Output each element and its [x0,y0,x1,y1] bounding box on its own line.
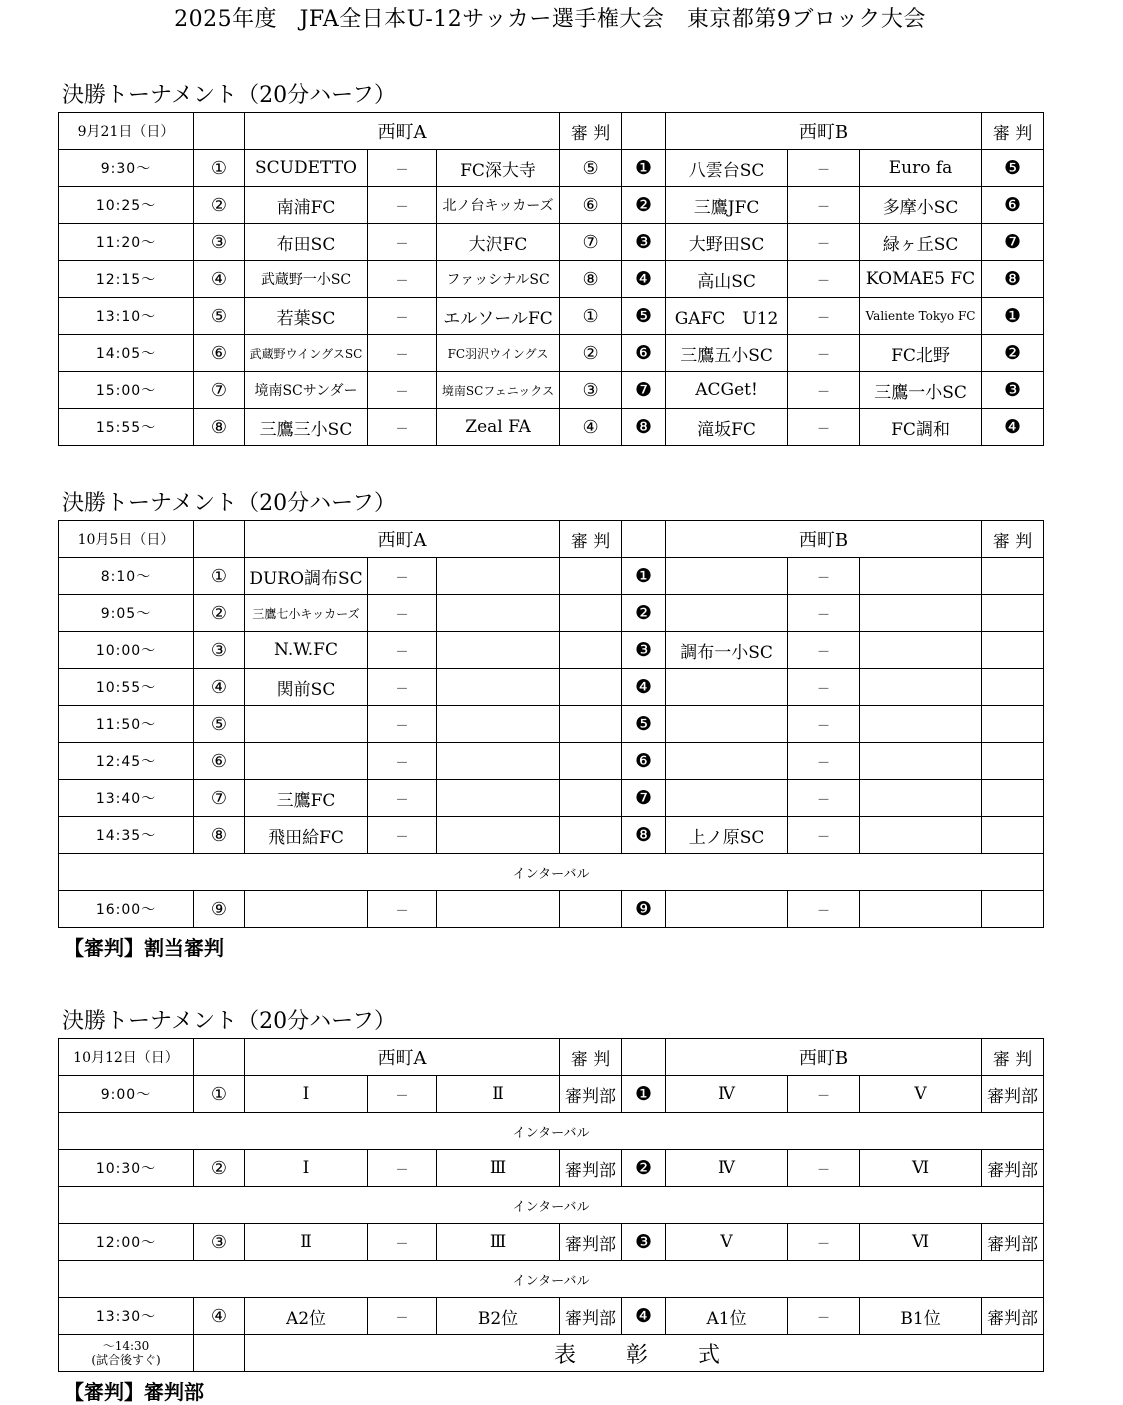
match-time: 14:05～ [59,335,194,372]
interval-row [59,854,1044,891]
interval-label: インターバル [59,1187,1044,1224]
team-a-away: 北ノ台キッカーズ [437,187,560,224]
versus-dash: － [368,187,437,224]
schedule-table-sep21 [58,112,1044,446]
team-b-home: 調布一小SC [666,632,788,669]
referee-b: ❷ [982,335,1044,372]
match-number-b: ❼ [622,372,666,409]
versus-dash: － [788,1076,860,1113]
match-number-a: ⑧ [194,817,245,854]
team-b-away [860,743,982,780]
team-a-away: B2位 [437,1298,560,1335]
team-a-away: FC羽沢ウイングス [437,335,560,372]
referee-b: ❽ [982,261,1044,298]
referee-a: ④ [560,409,622,446]
award-ceremony-label: 表 彰 式 [245,1335,1044,1372]
match-number-b: ❺ [622,706,666,743]
table-row [59,706,1044,743]
team-b-away: Ⅴ [860,1076,982,1113]
match-number-a: ④ [194,669,245,706]
match-number-b: ❾ [622,891,666,928]
match-time: 10:25～ [59,187,194,224]
versus-dash: － [788,891,860,928]
referee-a [560,595,622,632]
match-time: 12:45～ [59,743,194,780]
team-a-home: 布田SC [245,224,368,261]
referee-b [982,817,1044,854]
match-time: 14:35～ [59,817,194,854]
match-number-a: ① [194,1076,245,1113]
team-a-home: 南浦FC [245,187,368,224]
page-title: 2025年度 JFA全日本U-12サッカー選手権大会 東京都第9ブロック大会 [174,7,926,32]
table-row [59,187,1044,224]
team-a-away [437,817,560,854]
match-number-a: ② [194,187,245,224]
venue-b-header: 西町B [666,113,982,150]
team-b-away [860,632,982,669]
versus-dash: － [368,706,437,743]
match-time: 13:30～ [59,1298,194,1335]
schedule-table-oct5 [58,520,1044,928]
team-b-away: FC調和 [860,409,982,446]
team-b-away: Ⅵ [860,1150,982,1187]
table-row [59,743,1044,780]
team-a-away [437,632,560,669]
match-time: 10:30～ [59,1150,194,1187]
team-b-home: Ⅳ [666,1076,788,1113]
team-b-away [860,558,982,595]
match-number-b: ❶ [622,150,666,187]
table-row [59,780,1044,817]
match-number-a: ③ [194,224,245,261]
team-a-home: 三鷹FC [245,780,368,817]
team-b-home [666,669,788,706]
team-a-home: 武蔵野ウイングスSC [245,335,368,372]
match-time: 16:00～ [59,891,194,928]
match-number-a: ⑨ [194,891,245,928]
versus-dash: － [368,891,437,928]
match-number-a: ⑥ [194,335,245,372]
match-number-b: ❷ [622,595,666,632]
versus-dash: － [788,298,860,335]
team-a-away [437,706,560,743]
match-number-a: ⑦ [194,372,245,409]
team-a-home: 三鷹三小SC [245,409,368,446]
referee-a-header: 審 判 [560,521,622,558]
referee-b: ❹ [982,409,1044,446]
team-a-away: Ⅲ [437,1224,560,1261]
match-number-a: ② [194,595,245,632]
team-b-away [860,669,982,706]
match-number-b: ❷ [622,187,666,224]
versus-dash: － [368,1076,437,1113]
versus-dash: － [788,743,860,780]
team-a-away: 境南SCフェニックス [437,372,560,409]
team-a-home [245,891,368,928]
versus-dash: － [368,335,437,372]
interval-label: インターバル [59,1113,1044,1150]
team-b-home: 上ノ原SC [666,817,788,854]
versus-dash: － [788,1298,860,1335]
team-b-home: 滝坂FC [666,409,788,446]
referee-a: ⑤ [560,150,622,187]
referee-b [982,669,1044,706]
match-time: 12:00～ [59,1224,194,1261]
match-number-a: ② [194,1150,245,1187]
referee-b: ❼ [982,224,1044,261]
match-time: 10:55～ [59,669,194,706]
table-row [59,298,1044,335]
versus-dash: － [368,558,437,595]
team-b-home: 大野田SC [666,224,788,261]
team-b-away [860,891,982,928]
team-a-home [245,706,368,743]
match-number-b: ❸ [622,632,666,669]
referee-a [560,891,622,928]
referee-a [560,669,622,706]
match-number-b: ❸ [622,224,666,261]
table-row [59,558,1044,595]
versus-dash: － [788,595,860,632]
match-number-a: ④ [194,1298,245,1335]
match-number-a: ⑧ [194,409,245,446]
team-b-home: GAFC U12 [666,298,788,335]
versus-dash: － [368,1298,437,1335]
referee-b [982,595,1044,632]
team-b-away: 緑ヶ丘SC [860,224,982,261]
match-number-b: ❻ [622,335,666,372]
referee-a: 審判部 [560,1150,622,1187]
team-b-home [666,891,788,928]
team-a-away: FC深大寺 [437,150,560,187]
referee-b: 審判部 [982,1076,1044,1113]
versus-dash: － [788,1150,860,1187]
versus-dash: － [368,409,437,446]
match-number-a: ③ [194,632,245,669]
referee-note-oct5: 【審判】割当審判 [64,936,224,960]
team-b-home: Ⅳ [666,1150,788,1187]
match-number-a: ④ [194,261,245,298]
team-b-home [666,558,788,595]
interval-row [59,1187,1044,1224]
referee-b [982,891,1044,928]
versus-dash: － [788,817,860,854]
team-b-away: 多摩小SC [860,187,982,224]
match-number-a: ③ [194,1224,245,1261]
match-number-a: ⑦ [194,780,245,817]
ceremony-row [59,1335,1044,1372]
table-header-row [59,113,1044,150]
section-1-title: 決勝トーナメント（20分ハーフ） [62,83,397,108]
match-number-b: ❻ [622,743,666,780]
table-row [59,817,1044,854]
team-a-away: エルソールFC [437,298,560,335]
team-b-home [666,706,788,743]
venue-b-header: 西町B [666,1039,982,1076]
venue-a-header: 西町A [245,1039,560,1076]
match-number-b: ❺ [622,298,666,335]
match-number-b: ❷ [622,1150,666,1187]
versus-dash: － [368,780,437,817]
venue-a-header: 西町A [245,113,560,150]
team-a-away: Zeal FA [437,409,560,446]
table-row [59,632,1044,669]
versus-dash: － [788,632,860,669]
referee-a: ② [560,335,622,372]
versus-dash: － [788,780,860,817]
section-3-title: 決勝トーナメント（20分ハーフ） [62,1009,397,1034]
table-row [59,595,1044,632]
versus-dash: － [788,335,860,372]
versus-dash: － [368,261,437,298]
team-b-away: FC北野 [860,335,982,372]
team-a-home: 武蔵野一小SC [245,261,368,298]
schedule-table-oct12 [58,1038,1044,1372]
match-number-a: ① [194,150,245,187]
venue-b-header: 西町B [666,521,982,558]
match-number-b: ❹ [622,261,666,298]
venue-a-header: 西町A [245,521,560,558]
match-number-a: ⑥ [194,743,245,780]
match-number-b: ❹ [622,669,666,706]
versus-dash: － [788,706,860,743]
date-cell: 10月5日（日） [59,521,194,558]
versus-dash: － [788,558,860,595]
referee-a-header: 審 判 [560,1039,622,1076]
referee-b [982,632,1044,669]
versus-dash: － [368,372,437,409]
team-b-away: Valiente Tokyo FC [860,298,982,335]
match-number-b: ❸ [622,1224,666,1261]
team-b-home [666,743,788,780]
team-b-away [860,780,982,817]
referee-b [982,743,1044,780]
team-a-away [437,891,560,928]
team-a-home: N.W.FC [245,632,368,669]
versus-dash: － [368,595,437,632]
referee-b: 審判部 [982,1298,1044,1335]
match-time: 9:00～ [59,1076,194,1113]
table-row [59,150,1044,187]
interval-row [59,1113,1044,1150]
referee-b: ❶ [982,298,1044,335]
team-a-away: Ⅱ [437,1076,560,1113]
referee-a [560,558,622,595]
match-time: 9:30～ [59,150,194,187]
referee-a [560,780,622,817]
ceremony-time-line2: (試合後すぐ) [91,1353,161,1367]
versus-dash: － [368,743,437,780]
referee-b: ❸ [982,372,1044,409]
versus-dash: － [368,224,437,261]
match-time: 12:15～ [59,261,194,298]
referee-b: ❺ [982,150,1044,187]
referee-b [982,780,1044,817]
versus-dash: － [788,1224,860,1261]
table-row [59,261,1044,298]
team-a-home: A2位 [245,1298,368,1335]
team-b-away: Ⅵ [860,1224,982,1261]
match-number-b: ❶ [622,558,666,595]
match-number-b: ❼ [622,780,666,817]
match-time: 13:40～ [59,780,194,817]
match-time: 13:10～ [59,298,194,335]
referee-b [982,706,1044,743]
match-number-b: ❹ [622,1298,666,1335]
versus-dash: － [368,1150,437,1187]
match-number-a: ① [194,558,245,595]
versus-dash: － [788,409,860,446]
ceremony-time [59,1335,194,1372]
referee-b-header: 審 判 [982,1039,1044,1076]
team-a-home: 三鷹七小キッカーズ [245,595,368,632]
team-a-home: Ⅰ [245,1150,368,1187]
team-b-away [860,706,982,743]
referee-a: 審判部 [560,1298,622,1335]
team-a-away [437,743,560,780]
team-b-home [666,780,788,817]
interval-label: インターバル [59,1261,1044,1298]
referee-b: 審判部 [982,1224,1044,1261]
referee-a: ③ [560,372,622,409]
team-a-away: 大沢FC [437,224,560,261]
versus-dash: － [368,817,437,854]
team-b-home: 高山SC [666,261,788,298]
referee-a [560,706,622,743]
versus-dash: － [788,372,860,409]
date-cell: 9月21日（日） [59,113,194,150]
match-number-a: ⑤ [194,298,245,335]
team-b-home: Ⅴ [666,1224,788,1261]
team-a-home: 関前SC [245,669,368,706]
versus-dash: － [788,224,860,261]
referee-b [982,558,1044,595]
versus-dash: － [788,669,860,706]
team-a-home: 境南SCサンダー [245,372,368,409]
team-a-home: 若葉SC [245,298,368,335]
team-a-away [437,669,560,706]
match-time: 10:00～ [59,632,194,669]
team-a-home: Ⅰ [245,1076,368,1113]
referee-a: 審判部 [560,1224,622,1261]
match-time: 8:10～ [59,558,194,595]
referee-b: ❻ [982,187,1044,224]
table-row [59,1150,1044,1187]
table-row [59,409,1044,446]
versus-dash: － [368,669,437,706]
referee-a: ⑥ [560,187,622,224]
team-a-home: 飛田給FC [245,817,368,854]
ceremony-time-line1: ～14:30 [102,1339,150,1353]
match-number-b: ❽ [622,409,666,446]
team-b-away [860,817,982,854]
versus-dash: － [788,261,860,298]
team-b-home: A1位 [666,1298,788,1335]
team-a-away [437,558,560,595]
table-row [59,335,1044,372]
table-row [59,669,1044,706]
table-row [59,224,1044,261]
table-row [59,372,1044,409]
versus-dash: － [368,150,437,187]
match-time: 9:05～ [59,595,194,632]
referee-b-header: 審 判 [982,521,1044,558]
team-b-home: ACGet! [666,372,788,409]
table-row [59,1224,1044,1261]
table-row [59,891,1044,928]
team-b-away: B1位 [860,1298,982,1335]
referee-note-oct12: 【審判】審判部 [64,1380,204,1404]
team-a-home [245,743,368,780]
team-a-home: DURO調布SC [245,558,368,595]
table-row [59,1076,1044,1113]
versus-dash: － [368,1224,437,1261]
referee-a [560,817,622,854]
referee-a: ⑧ [560,261,622,298]
referee-a: 審判部 [560,1076,622,1113]
interval-row [59,1261,1044,1298]
team-b-away [860,595,982,632]
team-b-home [666,595,788,632]
team-a-away: ファッシナルSC [437,261,560,298]
versus-dash: － [368,632,437,669]
team-a-away [437,780,560,817]
interval-label: インターバル [59,854,1044,891]
versus-dash: － [788,150,860,187]
team-a-away: Ⅲ [437,1150,560,1187]
team-b-home: 三鷹五小SC [666,335,788,372]
team-b-away: KOMAE5 FC [860,261,982,298]
referee-a [560,743,622,780]
referee-a [560,632,622,669]
team-b-home: 三鷹JFC [666,187,788,224]
referee-b-header: 審 判 [982,113,1044,150]
match-time: 15:00～ [59,372,194,409]
table-row [59,1298,1044,1335]
referee-a: ⑦ [560,224,622,261]
match-number-a: ⑤ [194,706,245,743]
team-b-home: 八雲台SC [666,150,788,187]
team-a-away [437,595,560,632]
section-2-title: 決勝トーナメント（20分ハーフ） [62,491,397,516]
referee-a: ① [560,298,622,335]
team-a-home: Ⅱ [245,1224,368,1261]
referee-a-header: 審 判 [560,113,622,150]
referee-b: 審判部 [982,1150,1044,1187]
team-b-away: 三鷹一小SC [860,372,982,409]
match-time: 15:55～ [59,409,194,446]
versus-dash: － [788,187,860,224]
match-time: 11:20～ [59,224,194,261]
table-header-row [59,521,1044,558]
versus-dash: － [368,298,437,335]
match-number-b: ❶ [622,1076,666,1113]
match-time: 11:50～ [59,706,194,743]
date-cell: 10月12日（日） [59,1039,194,1076]
team-a-home: SCUDETTO [245,150,368,187]
team-b-away: Euro fa [860,150,982,187]
match-number-b: ❽ [622,817,666,854]
table-header-row [59,1039,1044,1076]
